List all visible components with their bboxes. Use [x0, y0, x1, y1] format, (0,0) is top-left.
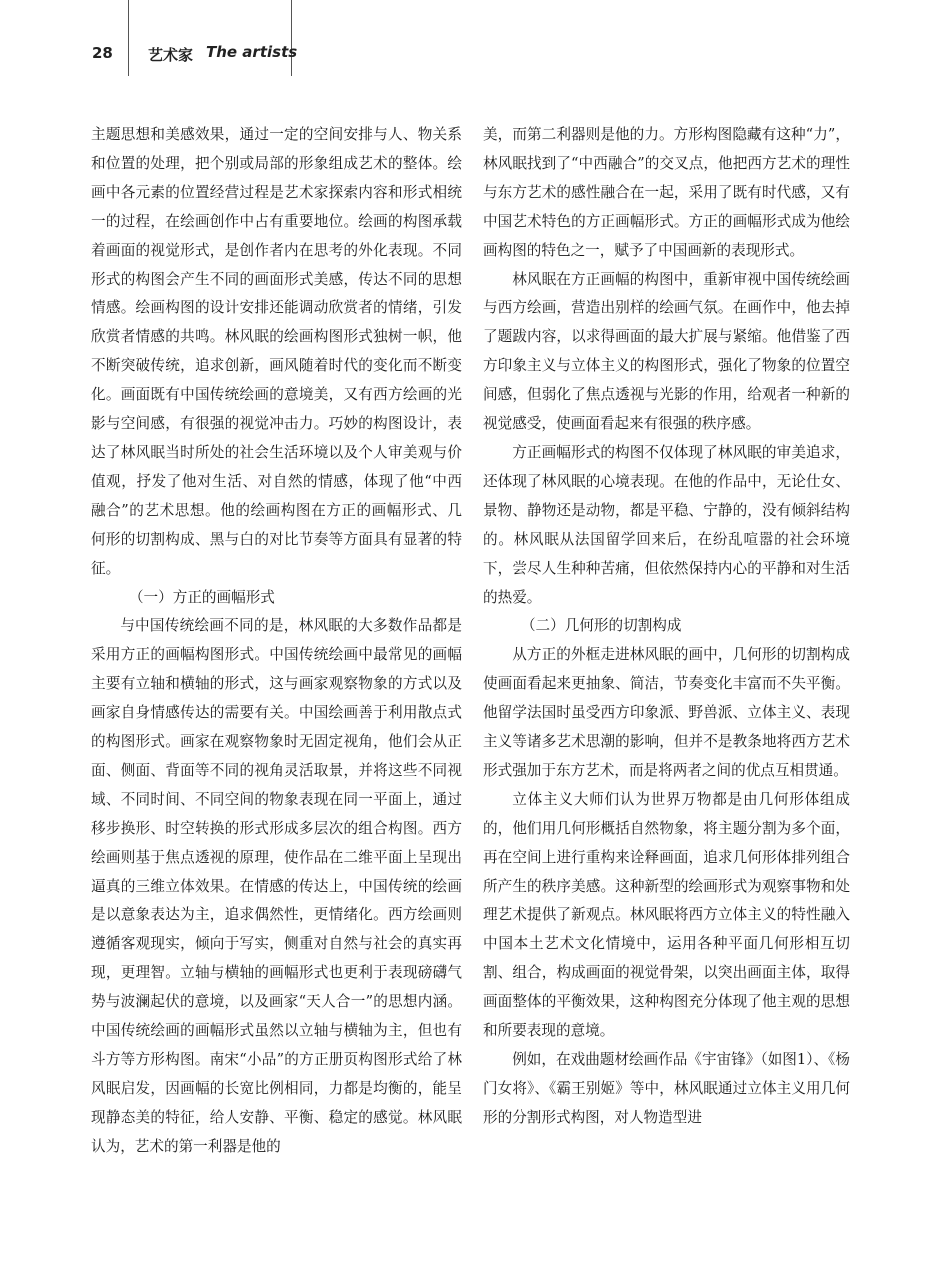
journal-title-cn: 艺术家	[148, 46, 194, 64]
right-column	[483, 121, 850, 1133]
paragraph: 从方正的外框走进林风眠的画中，几何形的切割构成使画面看起来更抽象、简洁，节奏变化丰富而不失平衡。他留学法国时虽受西方印象派、野兽派、立体主义、表现主义等诸多艺术思潮的影响，但并不是教条地将西方艺术形式强加于东方艺术，而是将两者之间的优点互相贯通。	[483, 646, 850, 779]
left-column	[91, 121, 462, 1162]
paragraph: 主题思想和美感效果，通过一定的空间安排与人、物关系和位置的处理，把个别或局部的形象组成艺术的整体。绘画中各元素的位置经营过程是艺术家探索内容和形式相统一的过程，在绘画创作中占有重要地位。绘画的构图承载着画面的视觉形式，是创作者内在思考的外化表现。不同形式的构图会产生不同的画面形式美感，传达不同的思想情感。绘画构图的设计安排还能调动欣赏者的情绪，引发欣赏者情感的共鸣。林风眠的绘画构图形式独树一帜，他不断突破传统，追求创新，画风随着时代的变化而不断变化。画面既有中国传统绘画的意境美，又有西方绘画的光影与空间感，有很强的视觉冲击力。巧妙的构图设计，表达了林风眠当时所处的社会生活环境以及个人审美观与价值观，抒发了他对生活、对自然的情感，体现了他“中西融合”的艺术思想。他的绘画构图在方正的画幅形式、几何形的切割构成、黑与白的对比节奏等方面具有显著的特征。	[91, 126, 462, 577]
header-divider-left	[128, 0, 129, 76]
section-heading: （二）几何形的切割构成	[520, 617, 682, 635]
journal-title-en: The artists	[206, 43, 298, 61]
paragraph: 立体主义大师们认为世界万物都是由几何形体组成的，他们用几何形概括自然物象，将主题分割为多个面，再在空间上进行重构来诠释画面，追求几何形体排列组合所产生的秩序美感。这种新型的绘画形式为观察事物和处理艺术提供了新观点。林风眠将西方立体主义的特性融入中国本土艺术文化情境中，运用各种平面几何形相互切割、组合，构成画面的视觉骨架，以突出画面主体，取得画面整体的平衡效果，这种构图充分体现了他主观的思想和所要表现的意境。	[483, 790, 850, 1040]
paragraph: 例如，在戏曲题材绘画作品《宇宙锋》（如图1）、《杨门女将》、《霸王别姬》等中，林风眠通过立体主义用几何形的分割形式构图，对人物造型进	[483, 1051, 850, 1126]
section-heading: （一）方正的画幅形式	[128, 588, 275, 606]
paragraph: 与中国传统绘画不同的是，林风眠的大多数作品都是采用方正的画幅构图形式。中国传统绘画中最常见的画幅主要有立轴和横轴的形式，这与画家观察物象的方式以及画家自身情感传达的需要有关。中国绘画善于利用散点式的构图形式。画家在观察物象时无固定视角，他们会从正面、侧面、背面等不同的视角灵活取景，并将这些不同视域、不同时间、不同空间的物象表现在同一平面上，通过移步换形、时空转换的形式形成多层次的组合构图。西方绘画则基于焦点透视的原理，使作品在二维平面上呈现出逼真的三维立体效果。在情感的传达上，中国传统的绘画是以意象表达为主，追求偶然性，更情绪化。西方绘画则遵循客观现实，倾向于写实，侧重对自然与社会的真实再现，更理智。立轴与横轴的画幅形式也更利于表现磅礴气势与波澜起伏的意境，以及画家“天人合一”的思想内涵。中国传统绘画的画幅形式虽然以立轴与横轴为主，但也有斗方等方形构图。南宋“小品”的方正册页构图形式给了林风眠启发，因画幅的长宽比例相同，力都是均衡的，能呈现静态美的特征，给人安静、平衡、稳定的感觉。林风眠认为，艺术的第一利器是他的	[91, 617, 462, 1155]
header-divider-right	[291, 0, 292, 76]
paragraph: 美，而第二利器则是他的力。方形构图隐藏有这种“力”，林风眠找到了“中西融合”的交叉点，他把西方艺术的理性与东方艺术的感性融合在一起，采用了既有时代感，又有中国艺术特色的方正画幅形式。方正的画幅形式成为他绘画构图的特色之一，赋予了中国画新的表现形式。	[483, 126, 850, 259]
page-number: 28	[92, 44, 113, 62]
paragraph: 林风眠在方正画幅的构图中，重新审视中国传统绘画与西方绘画，营造出别样的绘画气氛。在画作中，他去掉了题跋内容，以求得画面的最大扩展与紧缩。他借鉴了西方印象主义与立体主义的构图形式，强化了物象的位置空间感，但弱化了焦点透视与光影的作用，给观者一种新的视觉感受，使画面看起来有很强的秩序感。	[483, 270, 850, 433]
paragraph: 方正画幅形式的构图不仅体现了林风眠的审美追求，还体现了林风眠的心境表现。在他的作品中，无论仕女、景物、静物还是动物，都是平稳、宁静的，没有倾斜结构的。林风眠从法国留学回来后，在纷乱喧嚣的社会环境下，尝尽人生种种苦痛，但依然保持内心的平静和对生活的热爱。	[483, 443, 850, 606]
